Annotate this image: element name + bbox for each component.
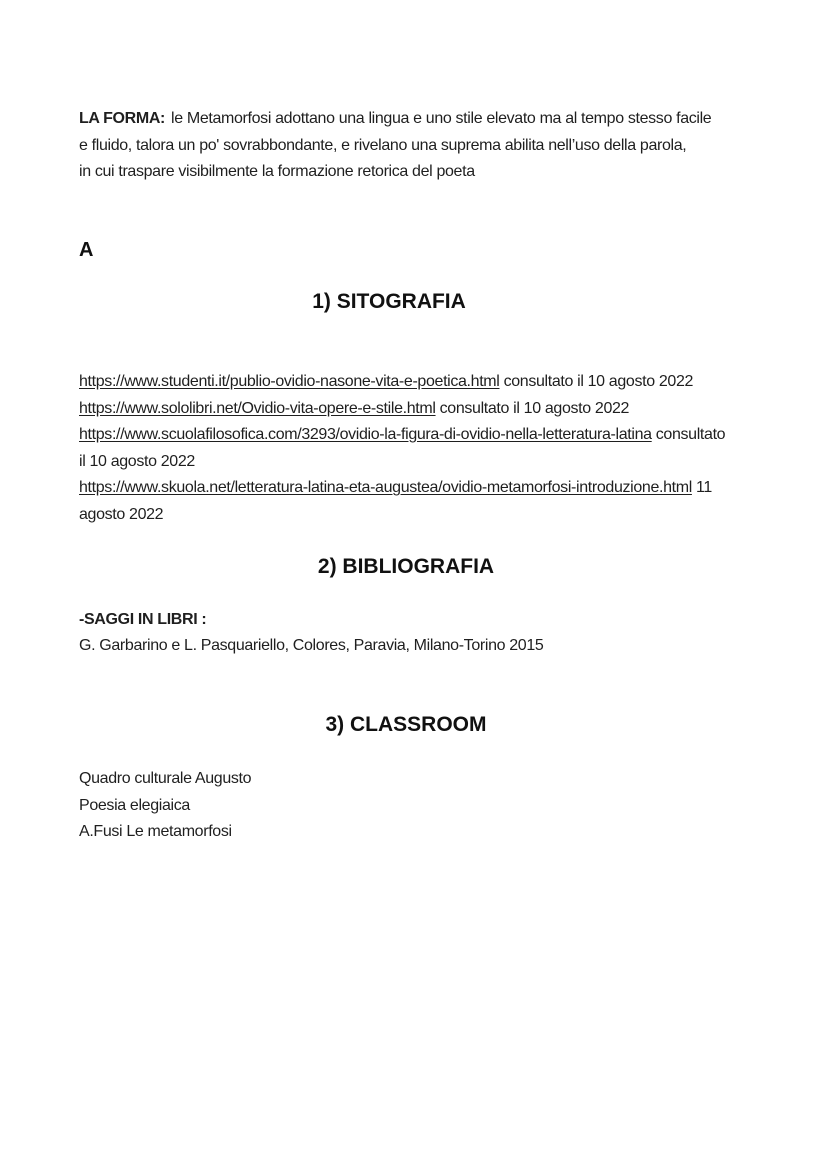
source-link[interactable]: https://www.skuola.net/letteratura-latina-eta-augustea/ovidio-metamorfosi-introduzione.html [79,479,692,496]
source-entry [79,422,769,449]
source-note: consultato [651,426,726,443]
source-entry [79,369,769,396]
classroom-item: Quadro culturale Augusto [79,770,252,787]
source-entry [79,475,769,502]
classroom-heading: 3) CLASSROOM [325,713,487,736]
source-link[interactable]: https://www.studenti.it/publio-ovidio-nasone-vita-e-poetica.html [79,373,500,390]
classroom-item: A.Fusi Le metamorfosi [79,823,232,840]
bibliografia-heading: 2) BIBLIOGRAFIA [317,555,495,578]
source-link[interactable]: https://www.scuolafilosofica.com/3293/ovidio-la-figura-di-ovidio-nella-letteratura-latina [79,426,652,443]
source-entry [79,396,769,423]
source-note: 11 [691,479,712,496]
forma-text-1: le Metamorfosi adottano una lingua e uno stile elevato ma al tempo stesso facile [171,110,712,127]
forma-line-3: in cui traspare visibilmente la formazione retorica del poeta [79,163,475,180]
forma-label: LA FORMA: [79,110,166,127]
bibliography-item: G. Garbarino e L. Pasquariello, Colores, Paravia, Milano-Torino 2015 [79,637,544,654]
source-entry-continuation: agosto 2022 [79,505,164,523]
forma-paragraph [79,106,779,186]
forma-line-1 [79,106,779,133]
source-entry-continuation: il 10 agosto 2022 [79,452,195,470]
classroom-list [79,766,251,846]
sitografia-list [79,369,769,528]
saggi-subtitle: -SAGGI IN LIBRI : [79,611,207,628]
source-link[interactable]: https://www.sololibri.net/Ovidio-vita-opere-e-stile.html [79,399,436,417]
classroom-item: Poesia elegiaica [79,796,190,814]
sitografia-heading: 1) SITOGRAFIA [312,290,466,313]
forma-line-2: e fluido, talora un po' sovrabbondante, e rivelano una suprema abilita nell’uso della parola, [79,136,687,154]
source-note: consultato il 10 agosto 2022 [499,373,694,390]
section-letter: A [79,239,94,261]
source-note: consultato il 10 agosto 2022 [435,399,630,417]
